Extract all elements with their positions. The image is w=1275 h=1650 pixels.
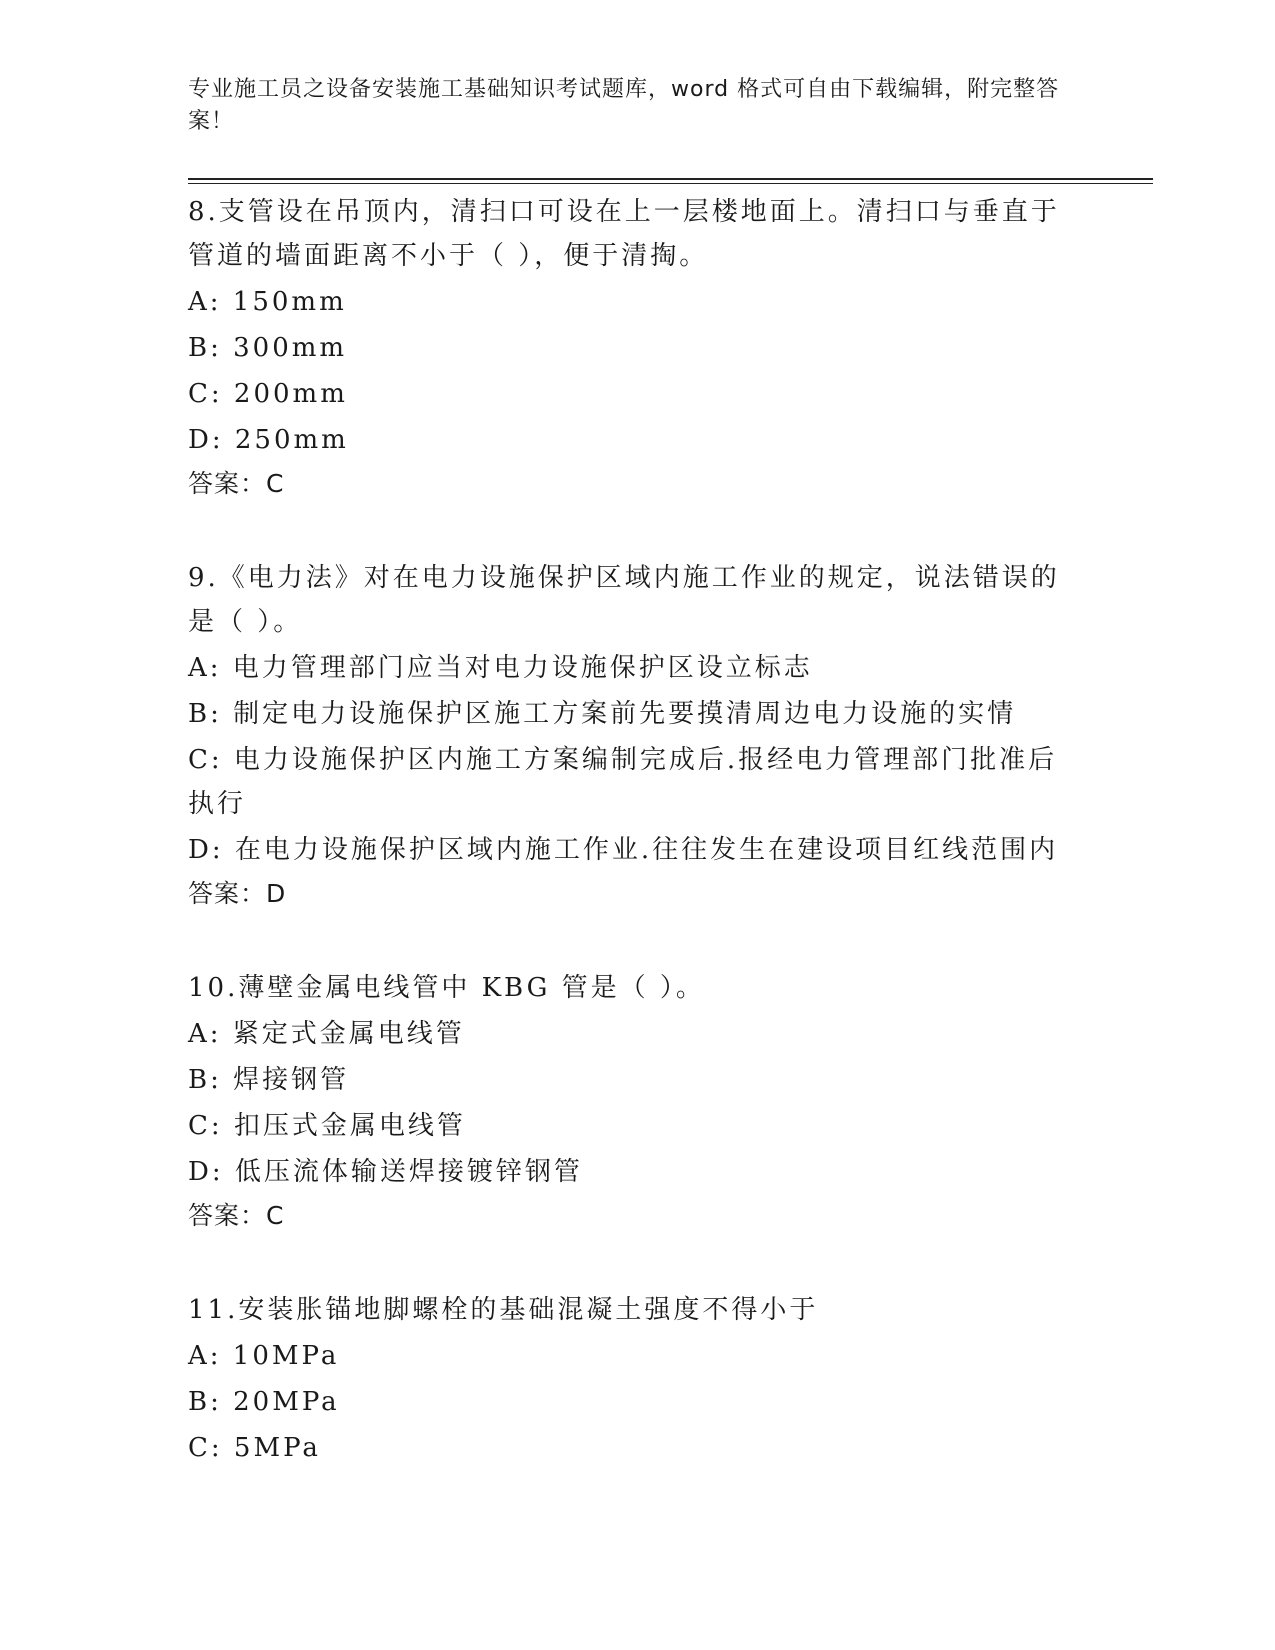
question-stem: 8.支管设在吊顶内，清扫口可设在上一层楼地面上。清扫口与垂直于管道的墙面距离不小于（ ），便于清掏。	[188, 197, 1060, 271]
question-stem: 11.安装胀锚地脚螺栓的基础混凝土强度不得小于	[188, 1295, 819, 1325]
option-d: D: 在电力设施保护区域内施工作业.往往发生在建设项目红线范围内	[188, 835, 1059, 865]
option-b: B: 制定电力设施保护区施工方案前先要摸清周边电力设施的实情	[188, 699, 1017, 729]
option-a: A: 电力管理部门应当对电力设施保护区设立标志	[188, 653, 813, 683]
option-c: C: 扣压式金属电线管	[188, 1111, 466, 1141]
option-a: A: 150mm	[188, 287, 347, 317]
question-stem: 10.薄壁金属电线管中 KBG 管是（ ）。	[188, 973, 705, 1003]
question-11	[188, 1288, 1068, 1470]
question-spacer	[188, 914, 1068, 966]
option-d: D: 低压流体输送焊接镀锌钢管	[188, 1157, 583, 1187]
question-10	[188, 966, 1068, 1236]
option-b: B: 300mm	[188, 333, 348, 363]
option-d: D: 250mm	[188, 425, 349, 455]
option-c: C: 5MPa	[188, 1433, 321, 1463]
option-b: B: 20MPa	[188, 1387, 340, 1417]
option-b: B: 焊接钢管	[188, 1065, 350, 1095]
answer-line: 答案：C	[188, 1201, 285, 1230]
header-divider-thick	[188, 178, 1153, 180]
header-divider-thin	[188, 183, 1153, 184]
answer-line: 答案：C	[188, 469, 285, 498]
question-list	[188, 190, 1068, 1470]
document-header: 专业施工员之设备安装施工基础知识考试题库，word 格式可自由下载编辑，附完整答案！	[188, 77, 1060, 134]
option-a: A: 10MPa	[188, 1341, 340, 1371]
question-spacer	[188, 1236, 1068, 1288]
answer-line: 答案：D	[188, 879, 287, 908]
option-c: C: 200mm	[188, 379, 348, 409]
question-spacer	[188, 504, 1068, 556]
option-c: C: 电力设施保护区内施工方案编制完成后.报经电力管理部门批准后执行	[188, 745, 1058, 819]
question-8	[188, 190, 1068, 504]
option-a: A: 紧定式金属电线管	[188, 1019, 465, 1049]
question-9	[188, 556, 1068, 914]
question-stem: 9.《电力法》对在电力设施保护区域内施工作业的规定，说法错误的是（ ）。	[188, 563, 1060, 637]
